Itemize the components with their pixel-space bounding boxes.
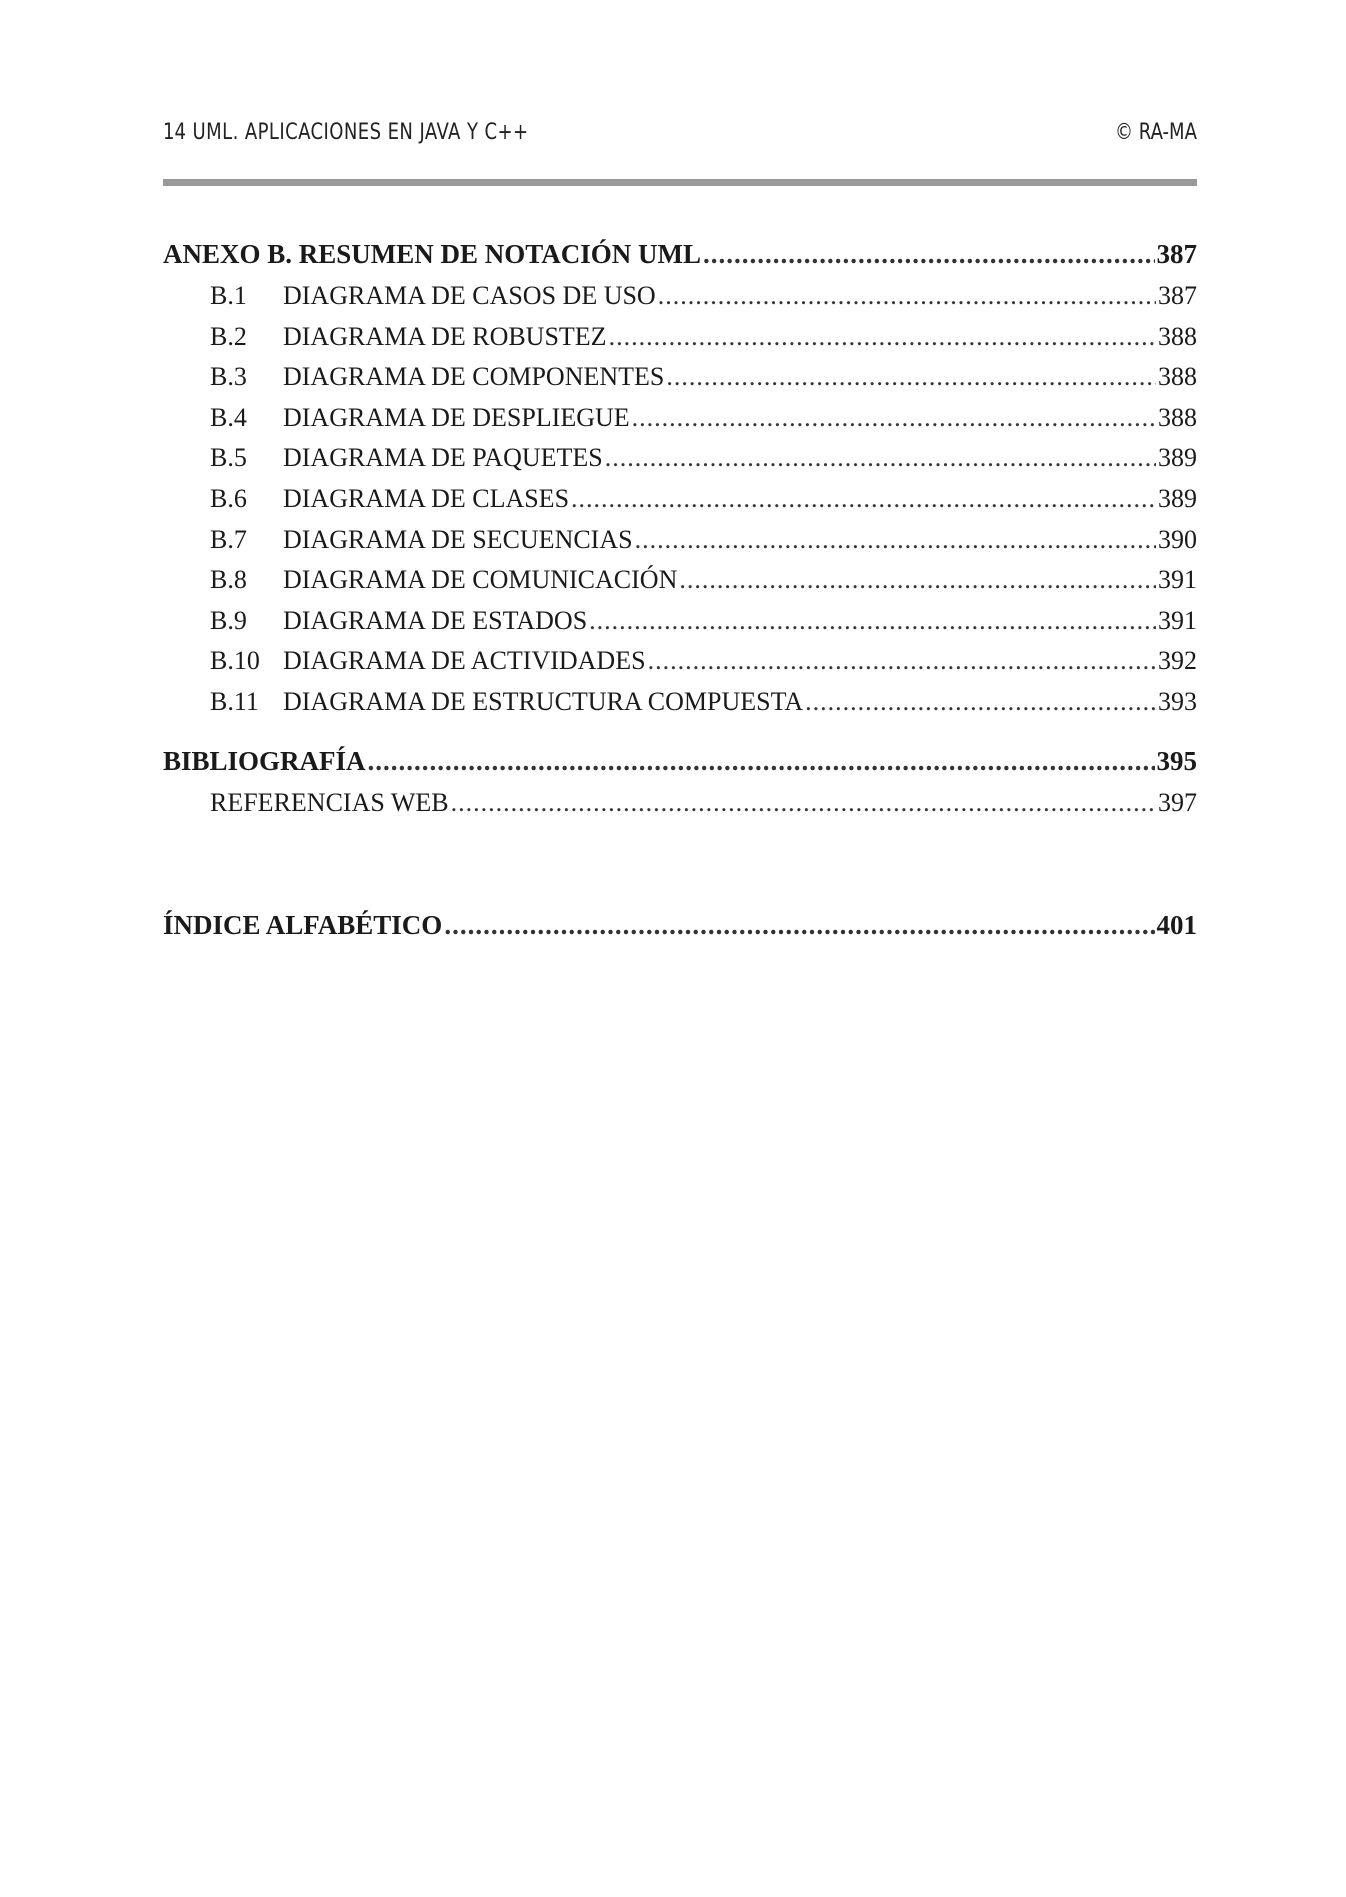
toc-entry-annex-b (163, 232, 1197, 276)
toc-subentry (163, 560, 1197, 601)
publisher-mark: © RA-MA (1115, 120, 1197, 145)
toc-subentry-title: REFERENCIAS WEB (210, 787, 449, 817)
toc-subentry-title: DIAGRAMA DE SECUENCIAS (283, 524, 633, 554)
toc-subentry (163, 601, 1197, 642)
toc-leader-dots (805, 682, 1156, 723)
toc-subentry (163, 317, 1197, 358)
toc-subentry (163, 276, 1197, 317)
toc-leader-dots (609, 317, 1156, 358)
toc-subentry-title: DIAGRAMA DE ACTIVIDADES (283, 646, 646, 676)
toc-subentry-number: B.5 (210, 443, 247, 473)
toc-subentry-number: B.8 (210, 565, 247, 595)
toc-entry-title: ÍNDICE ALFABÉTICO (163, 910, 443, 941)
running-header (163, 112, 1011, 152)
toc-entry-page: 401 (1156, 910, 1197, 941)
toc-subentry (163, 479, 1197, 520)
toc-subentry-page: 392 (1158, 646, 1197, 676)
toc-subentry-page: 391 (1158, 565, 1197, 595)
toc-leader-dots (368, 739, 1155, 783)
toc-subentry-page: 393 (1158, 686, 1197, 716)
toc-subentry-page: 388 (1158, 402, 1197, 432)
toc-subentry (163, 520, 1197, 561)
toc-subentry-title: DIAGRAMA DE ESTRUCTURA COMPUESTA (283, 686, 804, 716)
toc-leader-dots (451, 783, 1156, 824)
toc-subentry (163, 682, 1197, 723)
toc-entry-title: ANEXO B. RESUMEN DE NOTACIÓN UML (163, 239, 702, 269)
toc-subentry-page: 391 (1158, 605, 1197, 635)
toc-subentry-web-references (163, 783, 1197, 824)
toc-entry-page: 387 (1156, 239, 1197, 269)
toc-subentry-number: B.1 (210, 281, 247, 310)
toc-subentry-page: 390 (1158, 524, 1197, 554)
toc-subentry-title: DIAGRAMA DE COMUNICACIÓN (283, 565, 678, 595)
toc-subentry-page: 388 (1158, 321, 1197, 351)
toc-subentry-page: 389 (1158, 443, 1197, 473)
toc-subentry-title: DIAGRAMA DE PAQUETES (283, 443, 603, 473)
toc-subentry-number: B.9 (210, 605, 247, 635)
toc-subentry-number: B.3 (210, 362, 247, 392)
toc-leader-dots (648, 641, 1156, 682)
toc-leader-dots (571, 479, 1156, 520)
toc-subentry-page: 387 (1158, 281, 1197, 310)
toc-entry-page: 395 (1156, 745, 1197, 776)
toc-leader-dots (679, 560, 1156, 601)
toc-subentry (163, 641, 1197, 682)
toc-subentry (163, 398, 1197, 439)
toc-subentry-title: DIAGRAMA DE ESTADOS (283, 605, 588, 635)
toc-subentry-number: B.4 (210, 402, 247, 432)
toc-subentry-title: DIAGRAMA DE COMPONENTES (283, 362, 665, 392)
header-rule (163, 179, 1197, 186)
toc-entry-index (163, 903, 1197, 947)
toc-subentry-number: B.11 (210, 686, 259, 716)
toc-entry-bibliography (163, 739, 1197, 783)
toc-subentry-page: 388 (1158, 362, 1197, 392)
toc-subentry-title: DIAGRAMA DE CLASES (283, 483, 570, 513)
toc-leader-dots (703, 232, 1154, 276)
toc-subentry-number: B.10 (210, 646, 260, 676)
page-number: 14 (163, 120, 186, 145)
toc-subentry-number: B.6 (210, 483, 247, 513)
toc-leader-dots (444, 903, 1154, 947)
toc-leader-dots (658, 276, 1156, 317)
toc-subentry-number: B.7 (210, 524, 247, 554)
book-title: UML. APLICACIONES EN JAVA Y C++ (192, 120, 529, 145)
toc-subentry (163, 438, 1197, 479)
toc-leader-dots (632, 398, 1156, 439)
toc-leader-dots (666, 357, 1156, 398)
toc-subentry-title: DIAGRAMA DE DESPLIEGUE (283, 402, 630, 432)
toc-spacer (163, 723, 1197, 739)
toc-subentry-title: DIAGRAMA DE CASOS DE USO (283, 281, 656, 310)
toc-subentry-page: 397 (1158, 787, 1197, 817)
toc-spacer (163, 823, 1197, 903)
toc-leader-dots (635, 520, 1156, 561)
toc-subentry-page: 389 (1158, 483, 1197, 513)
toc-subentry (163, 357, 1197, 398)
toc-entry-title: BIBLIOGRAFÍA (163, 745, 366, 776)
table-of-contents (163, 232, 1197, 947)
toc-subentry-title: DIAGRAMA DE ROBUSTEZ (283, 321, 607, 351)
toc-leader-dots (605, 438, 1156, 479)
toc-leader-dots (589, 601, 1156, 642)
toc-subentry-number: B.2 (210, 321, 247, 351)
